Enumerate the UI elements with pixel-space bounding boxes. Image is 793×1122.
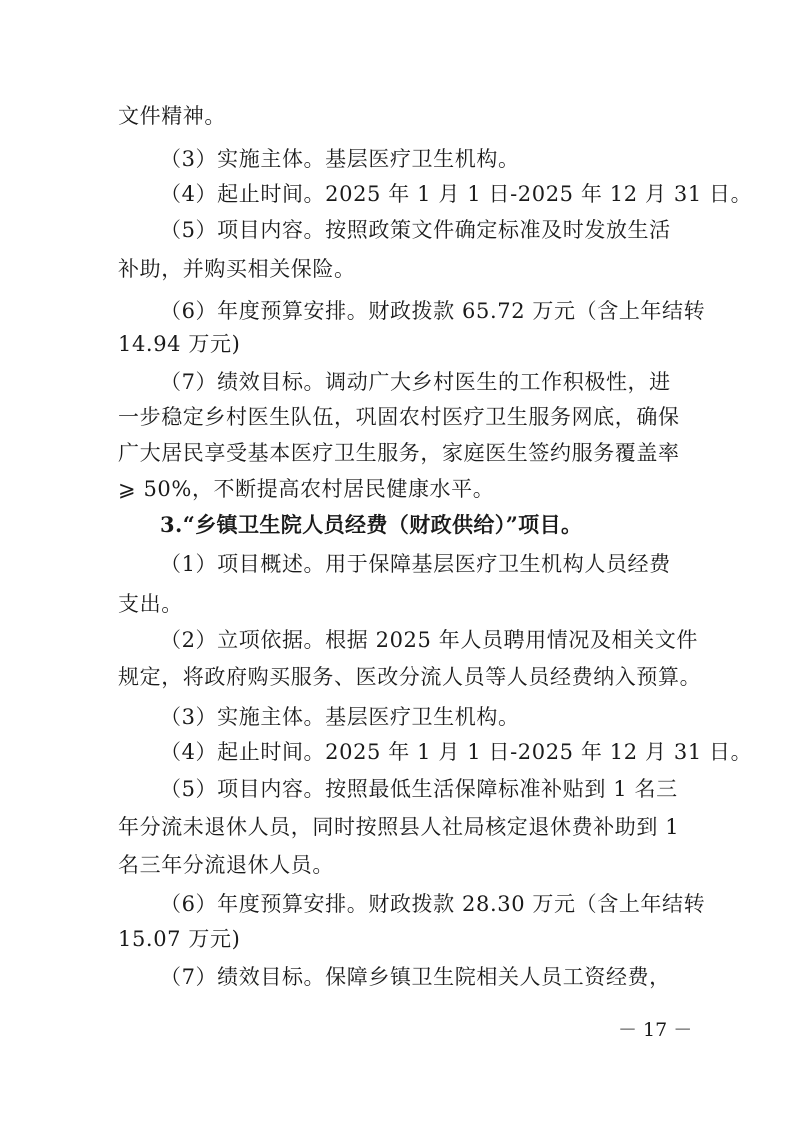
paragraph-line: 一步稳定乡村医生队伍，巩固农村医疗卫生服务网底，确保	[118, 405, 680, 429]
page-number: － 17 －	[618, 1019, 693, 1041]
paragraph-line: 15.07 万元)	[118, 927, 241, 951]
paragraph-line: （4）起止时间。2025 年 1 月 1 日-2025 年 12 月 31 日。	[160, 182, 753, 206]
paragraph-line: 年分流未退休人员，同时按照县人社局核定退休费补助到 1	[118, 815, 680, 839]
paragraph-line: （2）立项依据。根据 2025 年人员聘用情况及相关文件	[160, 628, 698, 652]
paragraph-line: 补助，并购买相关保险。	[118, 257, 356, 281]
paragraph-line: ⩾ 50%，不断提高农村居民健康水平。	[118, 477, 495, 501]
paragraph-line: （4）起止时间。2025 年 1 月 1 日-2025 年 12 月 31 日。	[160, 740, 753, 764]
paragraph-line: （6）年度预算安排。财政拨款 65.72 万元（含上年结转	[160, 299, 706, 323]
paragraph-line: 广大居民享受基本医疗卫生服务，家庭医生签约服务覆盖率	[118, 441, 680, 465]
paragraph-line: （3）实施主体。基层医疗卫生机构。	[160, 147, 520, 171]
paragraph-line: 规定，将政府购买服务、医改分流人员等人员经费纳入预算。	[118, 665, 702, 689]
paragraph-line: （5）项目内容。按照政策文件确定标准及时发放生活	[160, 218, 671, 242]
paragraph-line: 14.94 万元)	[118, 332, 241, 356]
paragraph-line: 文件精神。	[118, 104, 226, 128]
section-heading: 3.“乡镇卫生院人员经费（财政供给）”项目。	[160, 512, 583, 537]
paragraph-line: （5）项目内容。按照最低生活保障标准补贴到 1 名三	[160, 777, 678, 801]
paragraph-line: （1）项目概述。用于保障基层医疗卫生机构人员经费	[160, 552, 671, 576]
paragraph-line: （6）年度预算安排。财政拨款 28.30 万元（含上年结转	[160, 892, 706, 916]
paragraph-line: （7）绩效目标。调动广大乡村医生的工作积极性，进	[160, 370, 671, 394]
paragraph-line: （3）实施主体。基层医疗卫生机构。	[160, 705, 520, 729]
paragraph-line: （7）绩效目标。保障乡镇卫生院相关人员工资经费，	[160, 965, 671, 989]
paragraph-line: 支出。	[118, 592, 183, 616]
paragraph-line: 名三年分流退休人员。	[118, 853, 334, 877]
